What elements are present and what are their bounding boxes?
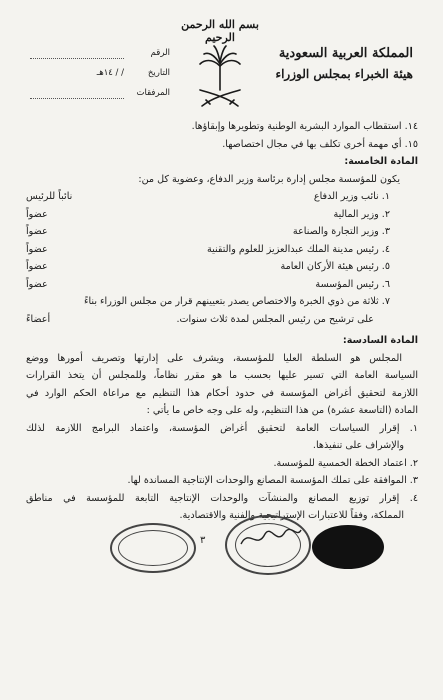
member-role: عضواً — [26, 261, 48, 272]
member-name: ٣. وزير التجارة والصناعة — [292, 226, 390, 237]
member-name: ٤. رئيس مدينة الملك عبدالعزيز للعلوم والتقنية — [206, 243, 390, 255]
board-member — [26, 206, 418, 224]
member-name: على ترشيح من رئيس المجلس لمدة ثلاث سنوات. — [176, 313, 374, 325]
attachments-field — [30, 88, 124, 99]
authority-name: هيئة الخبراء بمجلس الوزراء — [275, 67, 413, 81]
attachments-label: المرفقات — [136, 88, 170, 98]
member-role: نائباً للرئيس — [26, 191, 73, 202]
article-5-intro: يكون للمؤسسة مجلس إدارة برئاسة وزير الدفاع، وعضوية كل من: — [138, 173, 400, 185]
member-role: أعضاءً — [26, 313, 51, 325]
date-value: / / ١٤هـ — [96, 68, 124, 78]
member-role: عضواً — [26, 278, 48, 290]
bismillah-calligraphy: بسم الله الرحمن الرحيم — [181, 18, 259, 44]
power-item: ١. إقرار السياسات العامة لتحقيق أغراض المؤسسة، واعتماد البرامج اللازمة لذلك — [26, 422, 418, 434]
member-name: ٢. وزير المالية — [333, 208, 390, 220]
handwritten-signature-icon — [235, 520, 305, 554]
black-ink-stamp — [312, 525, 384, 569]
power-item: ٢. اعتماد الخطة الخمسية للمؤسسة. — [273, 457, 418, 469]
number-label: الرقم — [150, 48, 170, 58]
article-6-line: السياسة العامة التي تسير عليها بحسب ما هو مقرر نظاماً، وللمجلس أن يتخذ القرارات — [26, 370, 418, 381]
member-role: عضواً — [26, 208, 48, 220]
list-item: ١٤. استقطاب الموارد البشرية الوطنية وتطويرها وإبقاؤها. — [191, 121, 418, 132]
article-6-line: اللازمة لتحقيق أغراض المؤسسة في حدود أحكام هذا التنظيم مع مراعاة الحكم الوارد في — [26, 387, 418, 399]
member-role: عضواً — [26, 226, 48, 237]
board-member — [26, 258, 418, 276]
list-item: ١٥. أي مهمة أخرى تكلف بها في مجال اختصاصها. — [222, 138, 418, 150]
member-name: ٦. رئيس المؤسسة — [315, 278, 390, 290]
kingdom-name: المملكة العربية السعودية — [278, 46, 413, 61]
power-item: ٣. الموافقة على تملك المؤسسة المصانع والوحدات الإنتاجية المساندة لها. — [127, 475, 418, 486]
power-item-continued: المملكة، وفقاً للاعتبارات الإستراتيجية والفنية والاقتصادية. — [179, 510, 404, 521]
reference-block — [30, 43, 170, 103]
article-6-line: المجلس هو السلطة العليا للمؤسسة، ويشرف على إدارتها وتصريف أمورها ووضع — [26, 352, 402, 364]
board-member — [26, 223, 418, 241]
board-member — [26, 311, 418, 329]
article-6-heading: المادة السادسة: — [342, 335, 418, 346]
page-number: ٣ — [200, 535, 206, 546]
official-seal-stamp — [110, 523, 196, 573]
power-item: ٤. إقرار توزيع المصانع والمنشآت والوحدات الإنتاجية التابعة للمؤسسة في مناطق — [26, 492, 418, 504]
board-member-7-line: ٧. ثلاثة من ذوي الخبرة والاختصاص يصدر بتعيينهم قرار من مجلس الوزراء بناءً — [84, 296, 390, 307]
number-field — [30, 48, 124, 59]
board-member — [26, 276, 418, 294]
board-member — [26, 241, 418, 259]
document-body — [26, 118, 418, 525]
date-label: التاريخ — [147, 68, 170, 78]
letterhead-title — [263, 44, 413, 84]
member-name: ١. نائب وزير الدفاع — [313, 191, 390, 202]
member-name: ٥. رئيس هيئة الأركان العامة — [280, 261, 390, 272]
article-6-line: المادة (التاسعة عشرة) من هذا التنظيم، وله على وجه خاص ما يأتي : — [146, 405, 418, 416]
palm-swords-emblem-icon — [196, 44, 244, 110]
power-item-continued: والإشراف على تنفيذها. — [312, 440, 404, 451]
article-5-heading: المادة الخامسة: — [344, 156, 418, 167]
board-member — [26, 188, 418, 206]
member-role: عضواً — [26, 243, 48, 255]
